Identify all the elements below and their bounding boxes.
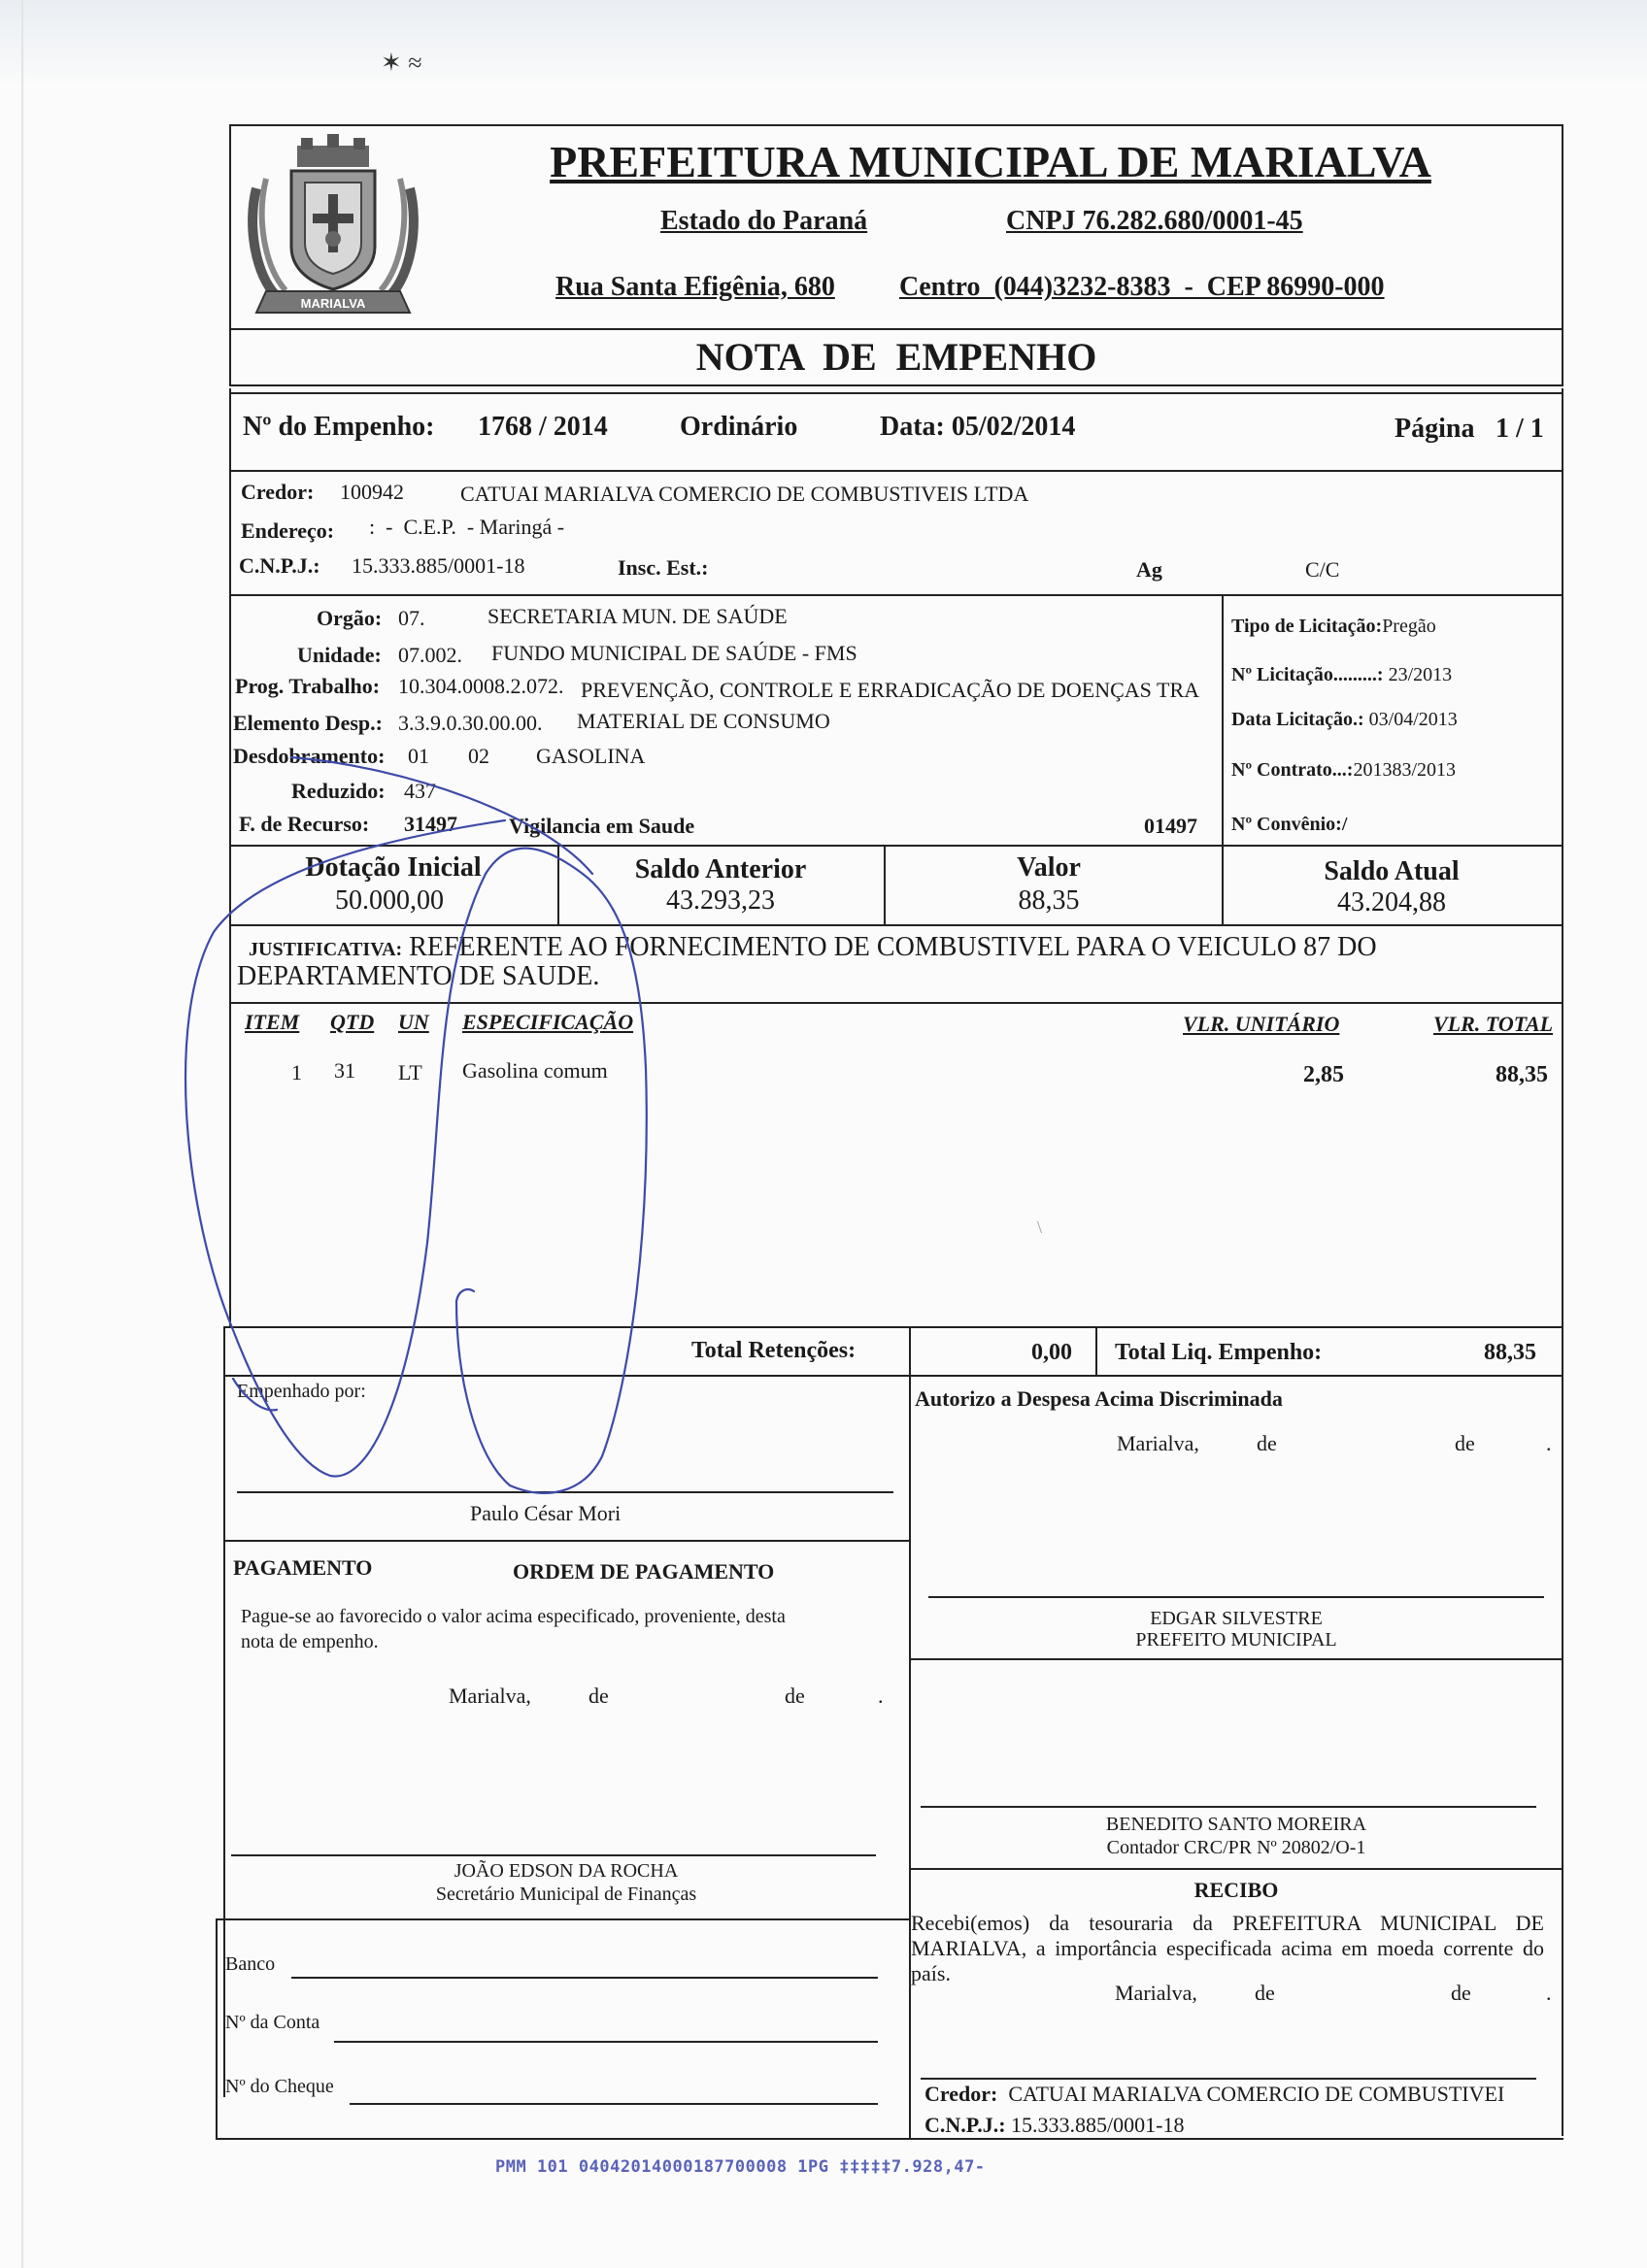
col-header-un: UN — [398, 1010, 429, 1034]
col-header-item: ITEM — [245, 1010, 300, 1034]
empenhado-signer: Paulo César Mori — [470, 1501, 622, 1525]
row-un: LT — [398, 1060, 422, 1084]
empenho-date: Data: 05/02/2014 — [880, 412, 1076, 442]
licitacao-date-value: 03/04/2013 — [1368, 709, 1458, 730]
licitacao-number-value: 23/2013 — [1388, 664, 1453, 685]
recurso-label: F. de Recurso: — [239, 812, 370, 836]
prog-trabalho-code: 10.304.0008.2.072. — [398, 674, 564, 698]
row-total: 88,35 — [1496, 1062, 1548, 1087]
recurso-code-2: 01497 — [1144, 814, 1197, 838]
elemento-name: MATERIAL DE CONSUMO — [577, 709, 830, 733]
recibo-dot: . — [1546, 1981, 1552, 2005]
contador-title: Contador CRC/PR Nº 20802/O-1 — [1106, 1837, 1366, 1858]
desdobramento-name: GASOLINA — [536, 744, 646, 768]
valor-value: 88,35 — [1018, 885, 1080, 916]
credor-cnpj: 15.333.885/0001-18 — [352, 553, 525, 578]
autorizo-de-2: de — [1455, 1431, 1475, 1455]
conta-label: Nº da Conta — [225, 2012, 320, 2033]
orgao-label: Orgão: — [317, 606, 383, 630]
prog-trabalho-name: PREVENÇÃO, CONTROLE E ERRADICAÇÃO DE DOENÇAS TRA — [581, 678, 1200, 702]
autorizo-de-1: de — [1257, 1431, 1277, 1455]
pagamento-dot: . — [878, 1684, 884, 1708]
liquid-label: Total Liq. Empenho: — [1115, 1340, 1323, 1365]
unidade-name: FUNDO MUNICIPAL DE SAÚDE - FMS — [491, 641, 857, 665]
valor-label: Valor — [1017, 852, 1081, 883]
empenhado-label: Empenhado por: — [237, 1381, 366, 1402]
account-label: C/C — [1305, 557, 1340, 582]
justificativa-label: JUSTIFICATIVA: — [249, 939, 403, 960]
pagamento-text-2: nota de empenho. — [241, 1631, 379, 1652]
document-title: NOTA DE EMPENHO — [695, 335, 1097, 379]
dotacao-value: 50.000,00 — [335, 885, 444, 916]
recibo-line-1: Recebi(emos) da tesouraria da PREFEITURA MUNICIPAL DE — [911, 1911, 1544, 1935]
autorizo-place: Marialva, — [1117, 1431, 1199, 1455]
recibo-credor-value: CATUAI MARIALVA COMERCIO DE COMBUSTIVEI — [1008, 2082, 1505, 2106]
empenho-number: 1768 / 2014 — [478, 412, 608, 442]
page-label: Página — [1395, 414, 1475, 444]
credor-name: CATUAI MARIALVA COMERCIO DE COMBUSTIVEIS LTDA — [460, 482, 1029, 506]
unidade-label: Unidade: — [297, 643, 382, 667]
recibo-line-3: país. — [911, 1961, 951, 1985]
recurso-name: Vigilancia em Saude — [509, 814, 695, 838]
municipal-cnpj: CNPJ 76.282.680/0001-45 — [1006, 206, 1303, 236]
elemento-code: 3.3.9.0.30.00.00. — [398, 711, 543, 735]
saldo-anterior-label: Saldo Anterior — [634, 854, 807, 884]
justificativa-line-1: REFERENTE AO FORNECIMENTO DE COMBUSTIVEL PARA O VEICULO 87 DO — [409, 932, 1377, 962]
reduzido-value: 437 — [404, 779, 436, 803]
address-value: : - C.E.P. - Maringá - — [369, 515, 565, 539]
page-number: 1 / 1 — [1496, 414, 1544, 444]
col-header-unit-price: VLR. UNITÁRIO — [1183, 1012, 1340, 1036]
retencoes-value: 0,00 — [1031, 1340, 1072, 1365]
recibo-cnpj-label: C.N.P.J.: — [924, 2113, 1006, 2137]
scan-speck: ✶ ≈ — [381, 49, 422, 77]
insc-est-label: Insc. Est.: — [618, 555, 709, 580]
row-item: 1 — [291, 1060, 302, 1084]
col-header-qtd: QTD — [330, 1010, 375, 1034]
autorizo-dot: . — [1546, 1431, 1552, 1455]
orgao-name: SECRETARIA MUN. DE SAÚDE — [487, 604, 788, 628]
cnpj-label: C.N.P.J.: — [239, 553, 320, 578]
recibo-line-2: MARIALVA, a importância especificada acima em moeda corrente do — [911, 1936, 1544, 1960]
recibo-place: Marialva, — [1115, 1981, 1197, 2005]
credor-label: Credor: — [241, 480, 315, 504]
prog-trabalho-label: Prog. Trabalho: — [235, 674, 381, 698]
elemento-label: Elemento Desp.: — [233, 711, 383, 735]
contador-name: BENEDITO SANTO MOREIRA — [1105, 1814, 1367, 1835]
row-spec: Gasolina comum — [462, 1058, 608, 1083]
licitacao-date-label: Data Licitação.: — [1231, 709, 1364, 730]
municipal-address: Rua Santa Efigênia, 680 — [555, 272, 835, 302]
scan-mark: \ — [1037, 1217, 1043, 1237]
prefeito-title: PREFEITO MUNICIPAL — [1135, 1629, 1337, 1651]
desdobramento-code-1: 01 — [408, 744, 429, 768]
pagamento-label: PAGAMENTO — [233, 1555, 373, 1580]
municipality-title: PREFEITURA MUNICIPAL DE MARIALVA — [550, 137, 1431, 186]
credor-code: 100942 — [340, 480, 404, 504]
saldo-atual-label: Saldo Atual — [1324, 856, 1460, 886]
recurso-code: 31497 — [404, 812, 457, 836]
reduzido-label: Reduzido: — [291, 779, 386, 803]
recibo-de-1: de — [1255, 1981, 1275, 2005]
contrato-value: 201383/2013 — [1353, 759, 1457, 781]
autorizo-label: Autorizo a Despesa Acima Discriminada — [915, 1386, 1283, 1411]
desdobramento-code-2: 02 — [468, 744, 489, 768]
row-unit-price: 2,85 — [1303, 1062, 1344, 1087]
recibo-title: RECIBO — [1193, 1878, 1279, 1902]
secretario-title: Secretário Municipal de Finanças — [435, 1884, 697, 1905]
address-label: Endereço: — [241, 518, 335, 543]
cheque-label: Nº do Cheque — [225, 2076, 334, 2097]
pagamento-de-2: de — [785, 1684, 805, 1708]
justificativa-line-2: DEPARTAMENTO DE SAUDE. — [237, 961, 600, 991]
recibo-cnpj-value: 15.333.885/0001-18 — [1011, 2113, 1185, 2137]
dotacao-label: Dotação Inicial — [305, 852, 482, 883]
col-header-total: VLR. TOTAL — [1433, 1012, 1554, 1036]
contrato-label: Nº Contrato...: — [1231, 759, 1354, 781]
licitacao-type-value: Pregão — [1382, 616, 1436, 637]
saldo-anterior-value: 43.293,23 — [666, 885, 775, 916]
agency-label: Ag — [1136, 557, 1162, 582]
retencoes-label: Total Retenções: — [691, 1338, 857, 1363]
desdobramento-label: Desdobramento: — [233, 744, 386, 768]
prefeito-name: EDGAR SILVESTRE — [1150, 1608, 1323, 1629]
row-qtd: 31 — [334, 1058, 355, 1083]
pagamento-de-1: de — [588, 1684, 609, 1708]
processing-stamp: PMM 101 04042014000187700008 1PG ‡‡‡‡‡7.928,47- — [495, 2157, 986, 2177]
unidade-code: 07.002. — [398, 643, 462, 667]
empenho-number-label: Nº do Empenho: — [243, 412, 435, 442]
saldo-atual-value: 43.204,88 — [1337, 887, 1446, 917]
orgao-code: 07. — [398, 606, 425, 630]
pagamento-place: Marialva, — [449, 1684, 531, 1708]
licitacao-number-label: Nº Licitação.........: — [1231, 664, 1384, 685]
recibo-credor-label: Credor: — [924, 2082, 998, 2106]
state-name: Estado do Paraná — [660, 206, 868, 236]
seal-text: MARIALVA — [300, 296, 366, 311]
pagamento-text-1: Pague-se ao favorecido o valor acima especificado, proveniente, desta — [241, 1606, 786, 1627]
recibo-de-2: de — [1451, 1981, 1471, 2005]
convenio-label: Nº Convênio:/ — [1231, 814, 1348, 835]
municipal-phone-cep: Centro (044)3232-8383 - CEP 86990-000 — [899, 272, 1385, 302]
licitacao-type-label: Tipo de Licitação: — [1231, 616, 1383, 637]
liquid-value: 88,35 — [1484, 1340, 1536, 1365]
empenho-type: Ordinário — [680, 412, 798, 442]
ordem-pagamento-label: ORDEM DE PAGAMENTO — [513, 1559, 775, 1584]
secretario-name: JOÃO EDSON DA ROCHA — [454, 1860, 679, 1882]
col-header-spec: ESPECIFICAÇÃO — [462, 1010, 634, 1034]
banco-label: Banco — [225, 1953, 276, 1975]
